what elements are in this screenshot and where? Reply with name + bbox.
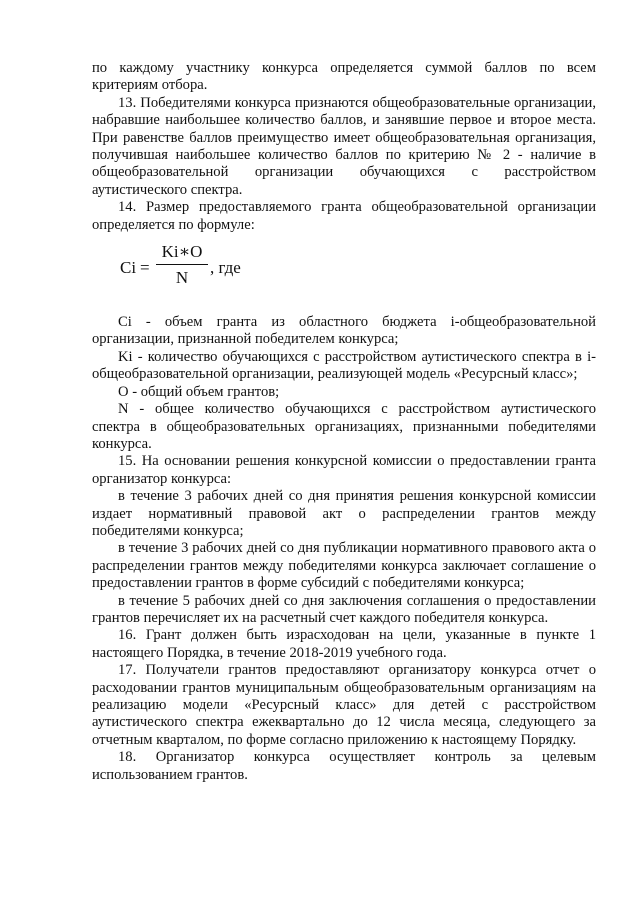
definition-ki: Ki - количество обучающихся с расстройством аутистического спектра в i-общеобразовательной организации, реализующей модель «Ресурсный класс»;: [92, 348, 596, 383]
formula-fraction: [156, 242, 208, 288]
formula-tail: , где: [210, 258, 241, 278]
definition-ci: Ci - объем гранта из областного бюджета i-общеобразовательной организации, признанной победителем конкурса;: [92, 314, 596, 348]
paragraph-18: 18. Организатор конкурса осуществляет контроль за целевым использованием грантов.: [92, 749, 596, 783]
paragraph-15: 15. На основании решения конкурсной комиссии о предоставлении гранта организатор конкурса:: [92, 453, 596, 487]
document-page: [92, 60, 596, 784]
paragraph-14: 14. Размер предоставляемого гранта общеобразовательной организации определяется по формуле:: [92, 199, 596, 233]
grant-formula: [92, 242, 596, 294]
formula-numerator: Ki∗O: [161, 242, 203, 262]
definition-n: N - общее количество обучающихся с расстройством аутистического спектра в общеобразовательных организациях, признанными победителями конкурса.: [92, 401, 596, 452]
paragraph-15-item-2: в течение 3 рабочих дней со дня публикации нормативного правового акта о распределении грантов между победителями конкурса заключает соглашение о предоставлении грантов в форме субсидий с победителями конкурса;: [92, 540, 596, 592]
paragraph-17: 17. Получатели грантов предоставляют организатору конкурса отчет о расходовании грантов муниципальным общеобразовательным организациям на реализацию модели «Ресурсный класс» для детей с расстройством аутистического спектра ежеквартально до 12 числа месяца, следующего за отчетным кварталом, по форме согласно приложению к настоящему Порядку.: [92, 662, 596, 748]
paragraph-criteria-tail: по каждому участнику конкурса определяется суммой баллов по всем критериям отбора.: [92, 60, 596, 94]
formula-denominator: N: [175, 268, 189, 288]
paragraph-16: 16. Грант должен быть израсходован на цели, указанные в пункте 1 настоящего Порядка, в течение 2018-2019 учебного года.: [92, 627, 596, 661]
formula-fraction-bar: [156, 264, 208, 265]
paragraph-15-item-1: в течение 3 рабочих дней со дня принятия решения конкурсной комиссии издает нормативный правовой акт о распределении грантов между победителями конкурса;: [92, 488, 596, 539]
formula-equals: =: [140, 258, 150, 278]
formula-lhs: Ci: [120, 258, 137, 278]
paragraph-15-item-3: в течение 5 рабочих дней со дня заключения соглашения о предоставлении грантов перечисляет их на расчетный счет каждого победителя конкурса.: [92, 592, 596, 626]
paragraph-13: 13. Победителями конкурса признаются общеобразовательные организации, набравшие наибольшее количество баллов, и занявшие первое и второе места. При равенстве баллов преимущество имеет общеобразовательная организация, получившая наибольшее количество баллов по критерию № 2 - наличие в общеобразовательной организации обучающихся с расстройством аутистического спектра.: [92, 94, 596, 198]
definition-o: O - общий объем грантов;: [118, 383, 280, 400]
